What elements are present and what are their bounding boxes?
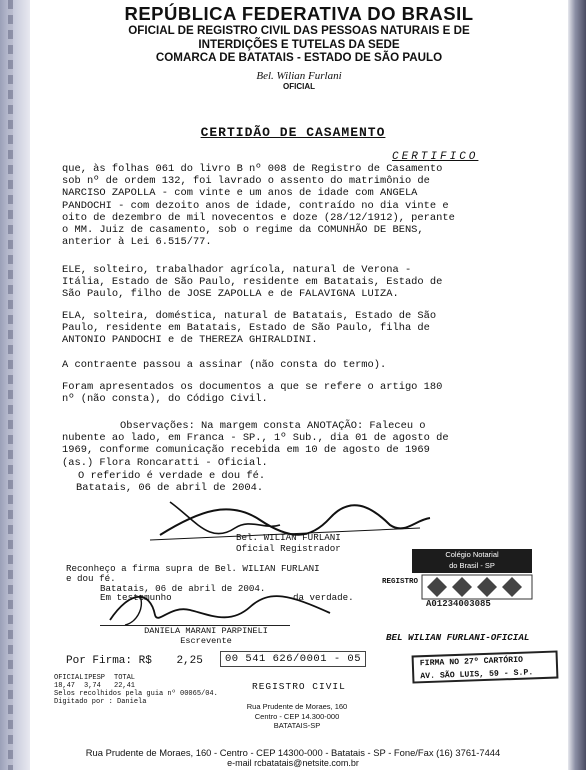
- por-firma-value: 2,25: [176, 655, 203, 667]
- certifico-label: CERTIFICO: [392, 151, 479, 163]
- registro-label: REGISTRO: [382, 578, 419, 586]
- clerk-signature: [100, 585, 340, 630]
- text-line: que, às folhas 061 do livro B nº 008 de Registro de Casamento: [62, 163, 443, 175]
- notary-box-line-2: do Brasil - SP: [449, 561, 495, 570]
- registry-stamp-address: [232, 702, 362, 731]
- registrar-signature-block: [236, 532, 341, 554]
- notary-box: [412, 549, 532, 573]
- fee-table: [54, 674, 218, 706]
- text-line: (as.) Flora Roncaratti - Oficial.: [62, 456, 268, 469]
- firma-stamp-line-2: AV. SÃO LUIS, 59 - S.P.: [420, 668, 534, 682]
- text-line: PANDOCHI - com dezoito anos de idade, contraído no dia vinte e: [62, 199, 449, 212]
- paragraph-groom: [62, 264, 532, 301]
- header-title: REPÚBLICA FEDERATIVA DO BRASIL: [124, 3, 474, 24]
- fee-val-ipesp: 3,74: [84, 682, 101, 690]
- text-line: São Paulo, filho de JOSE ZAPOLLA e de FALAVIGNA LUIZA.: [62, 288, 399, 301]
- paragraph-marriage-record: [62, 163, 532, 248]
- fee-table-header: [54, 674, 218, 682]
- header-line-3: COMARCA DE BATATAIS - ESTADO DE SÃO PAULO: [155, 51, 443, 64]
- recognition-line-1: Reconheço a firma supra de Bel. WILIAN FURLANI: [66, 563, 320, 574]
- recognition-date: Batatais, 06 de abril de 2004.: [100, 583, 266, 594]
- fee-table-values: [54, 682, 218, 690]
- firma-stamp-line-1: FIRMA NO 27º CARTÓRIO: [419, 655, 524, 669]
- fee-col-total: TOTAL: [114, 674, 136, 682]
- official-name: Bel. Wilian Furlani: [256, 69, 342, 82]
- closing-date: Batatais, 06 de abril de 2004.: [76, 482, 264, 495]
- fee-note-1: Selos recolhidos pela guia nº 00065/04.: [54, 690, 218, 698]
- paragraph-signature-note: A contraente passou a assinar (não consta do termo).: [62, 359, 387, 371]
- text-line: sob nº de ordem 132, foi lavrado o assento do matrimônio de: [62, 175, 430, 188]
- text-line: ELA, solteira, doméstica, natural de Batatais, Estado de São: [62, 310, 437, 322]
- testemunho-label: Em testemunho: [100, 592, 172, 603]
- footer-email: e-mail rcbatatais@netsite.com.br: [227, 758, 359, 768]
- fee-por-firma: [66, 655, 203, 667]
- text-line: anterior à Lei 6.515/77.: [62, 236, 212, 249]
- clerk-title: Escrevente: [180, 636, 232, 646]
- header-line-1: OFICIAL DE REGISTRO CIVIL DAS PESSOAS NATURAIS E DE: [128, 24, 470, 37]
- recognition-line-2: e dou fé.: [66, 573, 116, 584]
- registrar-name: Bel. WILIAN FURLANI: [236, 532, 341, 543]
- fee-val-oficial: 18,47: [54, 682, 76, 690]
- scan-edge-right: [568, 0, 586, 770]
- certificate-title: CERTIDÃO DE CASAMENTO: [200, 125, 386, 140]
- fee-val-total: 22,41: [114, 682, 136, 690]
- protocol-number: 00 541 626/0001 - 05: [220, 651, 366, 667]
- text-line: nº (não consta), do Código Civil.: [62, 393, 268, 406]
- clerk-name: DANIELA MARANI PARPINELI: [144, 626, 268, 636]
- official-stamp: BEL WILIAN FURLANI-OFICIAL: [386, 632, 530, 643]
- text-line: Paulo, residente em Batatais, Estado de São Paulo, filha de: [62, 322, 430, 335]
- seal-pattern: [422, 573, 532, 601]
- seal-code: A01234003085: [426, 599, 491, 609]
- fee-col-oficial: OFICIAL: [54, 674, 84, 682]
- notary-box-line-1: Colégio Notarial: [445, 550, 499, 559]
- text-line: nubente ao lado, em Franca - SP., 1º Sub., dia 01 de agosto de: [62, 432, 449, 445]
- registry-addr-1: Rua Prudente de Moraes, 160: [246, 702, 348, 711]
- scan-edge-left: [0, 0, 30, 770]
- registrar-title: Oficial Registrador: [236, 543, 341, 554]
- text-line: Foram apresentados os documentos a que se refere o artigo 180: [62, 381, 443, 393]
- registry-addr-2: Centro - CEP 14.300-000: [254, 711, 340, 721]
- text-line: ANTONIO PANDOCHI e de THEREZA GHIRALDINI.: [62, 334, 318, 347]
- por-firma-label: Por Firma: R$: [66, 655, 152, 667]
- text-line: oito de dezembro de mil novecentos e doze (28/12/1912), perante: [62, 211, 455, 224]
- registry-header: [30, 4, 568, 91]
- registry-addr-3: BATATAIS-SP: [273, 721, 321, 730]
- text-line: NARCISO ZAPOLLA - com vinte e um anos de idade com ANGELA: [62, 187, 418, 200]
- registry-stamp-title: REGISTRO CIVIL: [252, 681, 346, 692]
- fee-note-2: Digitado por : Daniela: [54, 698, 147, 706]
- official-label: OFICIAL: [283, 81, 315, 91]
- clerk-block: [136, 626, 276, 646]
- text-line: Observações: Na margem consta ANOTAÇÃO: Faleceu o: [120, 420, 426, 432]
- paragraph-bride: [62, 310, 532, 347]
- text-line: 1969, conforme comunicação recebida em 10 de agosto de 1969: [62, 444, 430, 457]
- firma-stamp: [412, 650, 559, 683]
- paragraph-observations: [62, 420, 532, 469]
- text-line: ELE, solteiro, trabalhador agrícola, natural de Verona -: [62, 264, 412, 276]
- fee-col-ipesp: IPESP: [84, 674, 106, 682]
- header-line-2: INTERDIÇÕES E TUTELAS DA SEDE: [198, 37, 400, 51]
- verdade-label: da verdade.: [293, 592, 354, 603]
- text-line: Itália, Estado de São Paulo, residente em Batatais, Estado de: [62, 276, 443, 289]
- text-line: o MM. Juiz de casamento, sob o regime da COMUNHÃO DE BENS,: [62, 224, 424, 237]
- notary-seal-stamp: [382, 549, 540, 621]
- footer-address: Rua Prudente de Moraes, 160 - Centro - CEP 14300-000 - Batatais - SP - Fone/Fax (16) 3761-7444: [85, 747, 501, 758]
- page-footer: [0, 747, 586, 769]
- paragraph-documents: [62, 381, 532, 405]
- closing-statement: O referido é verdade e dou fé.: [78, 470, 266, 482]
